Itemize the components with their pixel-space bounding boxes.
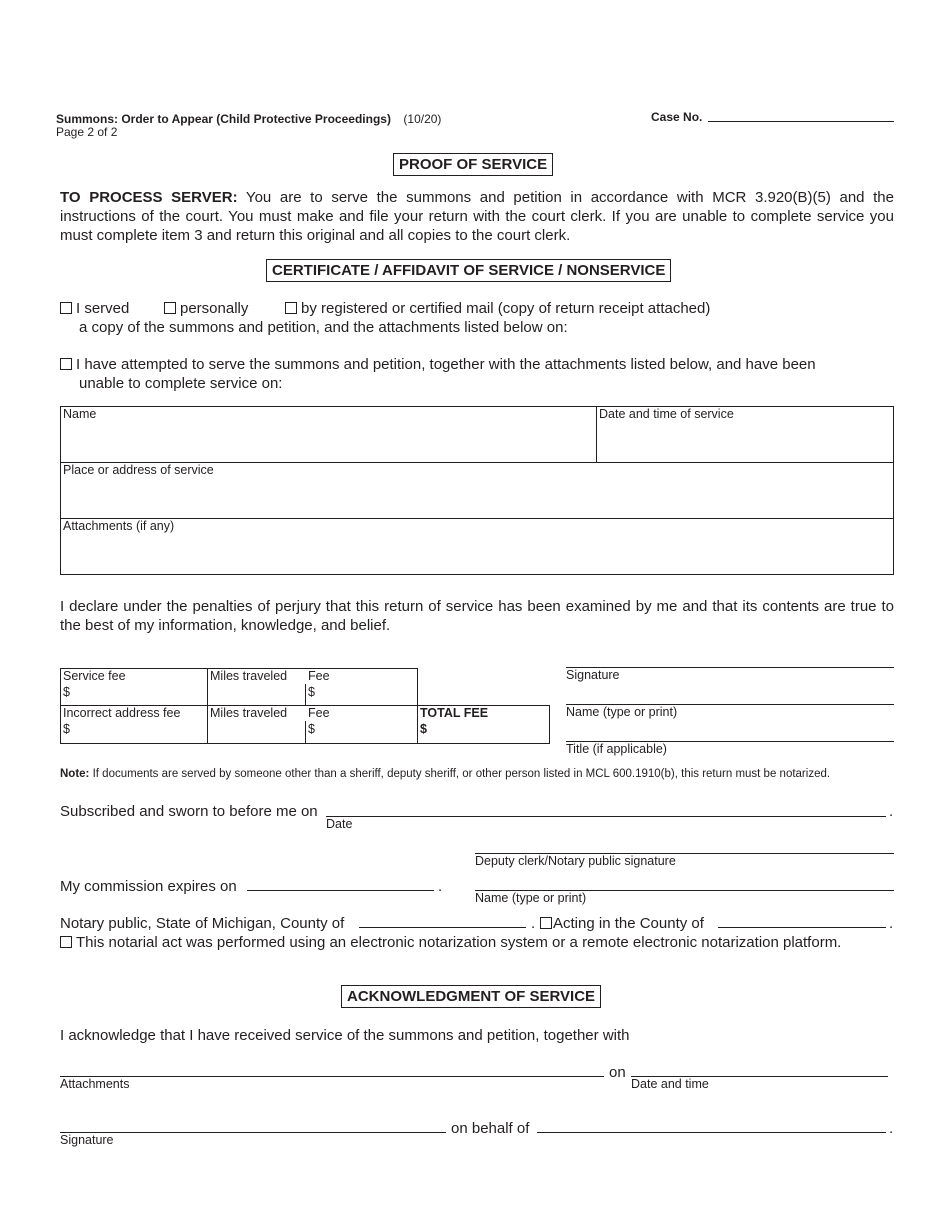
commission-label: My commission expires on — [60, 878, 237, 895]
deputy-signature-label: Deputy clerk/Notary public signature — [475, 854, 676, 868]
ack-signature-label: Signature — [60, 1133, 114, 1147]
fee-field[interactable]: $ — [308, 685, 315, 699]
notary-name-label: Name (type or print) — [475, 891, 587, 905]
electronic-notarization-checkbox[interactable] — [60, 936, 72, 948]
form-version: (10/20) — [403, 112, 442, 126]
service-fee-field[interactable]: $ — [63, 685, 70, 699]
notarization-note — [60, 768, 830, 780]
subscribed-period: . — [889, 803, 894, 820]
personally-label: personally — [180, 300, 249, 317]
personally-option — [164, 299, 248, 318]
attempted-checkbox[interactable] — [60, 358, 72, 370]
process-server-lead: TO PROCESS SERVER: — [60, 189, 238, 206]
service-table-row-line — [60, 518, 894, 519]
mail-option — [285, 299, 710, 318]
personally-checkbox[interactable] — [164, 302, 176, 314]
fee-dollar-divider — [305, 684, 306, 706]
service-table-divider — [596, 406, 597, 463]
commission-period: . — [438, 878, 443, 895]
fee-col-divider — [207, 668, 208, 744]
fee-dollar-divider — [305, 721, 306, 743]
certificate-title: CERTIFICATE / AFFIDAVIT OF SERVICE / NONSERVICE — [266, 259, 671, 282]
on-behalf-of-label: on behalf of — [451, 1120, 530, 1137]
date-time-of-service-field[interactable]: Date and time of service — [599, 407, 734, 421]
total-fee-label: TOTAL FEE — [420, 706, 489, 720]
on-behalf-period: . — [889, 1120, 894, 1137]
served-label: I served — [76, 300, 130, 317]
electronic-notarization-label: This notarial act was performed using an electronic notarization system or a remote electronic notarization platform. — [76, 934, 842, 951]
acknowledgment-text: I acknowledge that I have received service of the summons and petition, together with — [60, 1027, 630, 1044]
served-checkbox[interactable] — [60, 302, 72, 314]
total-fee-field[interactable]: $ — [420, 722, 427, 736]
note-lead: Note: — [60, 768, 90, 780]
ack-date-time-label: Date and time — [631, 1077, 709, 1091]
acting-county-checkbox[interactable] — [540, 917, 552, 929]
state-county-label: Notary public, State of Michigan, County of — [60, 915, 345, 932]
ack-on-label: on — [609, 1064, 626, 1081]
ack-attachments-label: Attachments — [60, 1077, 130, 1091]
mail-checkbox[interactable] — [285, 302, 297, 314]
subscribed-label: Subscribed and sworn to before me on — [60, 803, 318, 820]
service-fee-label: Service fee — [63, 669, 126, 683]
miles-traveled-field[interactable]: Miles traveled — [210, 669, 288, 683]
county-field[interactable] — [359, 927, 526, 928]
subscribed-date-label: Date — [326, 817, 353, 831]
served-options — [60, 299, 129, 318]
fee-label: Fee — [308, 669, 330, 683]
acknowledgment-title: ACKNOWLEDGMENT OF SERVICE — [341, 985, 601, 1008]
signature-label: Signature — [566, 668, 620, 682]
service-table — [60, 406, 894, 575]
instructions-text: You are to serve the summons and petition in accordance with MCR 3.920(B)(5) and the instructions of the court. You must make and file your return with the court clerk. If you are unable to complete service you must complete item 3 and return this original and all copies to the court clerk. — [60, 189, 894, 244]
case-no-label: Case No. — [651, 110, 703, 124]
name-print-label: Name (type or print) — [566, 705, 678, 719]
declaration-text: I declare under the penalties of perjury that this return of service has been examined by me and that its contents are true to the best of my information, knowledge, and belief. — [60, 598, 894, 634]
acting-county-label: Acting in the County of — [553, 915, 704, 932]
name-field[interactable]: Name — [63, 407, 97, 421]
incorrect-address-fee-label: Incorrect address fee — [63, 706, 181, 720]
attempted-line1: I have attempted to serve the summons and petition, together with the attachments listed below, and have been — [76, 356, 816, 373]
title-label: Title (if applicable) — [566, 742, 667, 756]
mail-label: by registered or certified mail (copy of return receipt attached) — [301, 300, 711, 317]
fee-col-divider — [417, 705, 418, 744]
process-server-instructions — [60, 188, 894, 245]
acting-period: . — [889, 915, 894, 932]
acting-county-option — [540, 914, 704, 933]
form-title: Summons: Order to Appear (Child Protective Proceedings) — [56, 112, 391, 126]
page-number: Page 2 of 2 — [56, 125, 118, 139]
incorrect-fee-label: Fee — [308, 706, 330, 720]
incorrect-fee-field[interactable]: $ — [308, 722, 315, 736]
commission-date-field[interactable] — [247, 890, 434, 891]
county-period: . — [531, 915, 536, 932]
ack-signature-field[interactable] — [60, 1132, 446, 1133]
proof-of-service-title: PROOF OF SERVICE — [393, 153, 553, 176]
place-of-service-field[interactable]: Place or address of service — [63, 463, 214, 477]
acting-county-field[interactable] — [718, 927, 886, 928]
electronic-notarization-option — [60, 933, 841, 952]
subscribed-date-field[interactable] — [326, 816, 886, 817]
incorrect-address-fee-field[interactable]: $ — [63, 722, 70, 736]
ack-attachments-field[interactable] — [60, 1076, 604, 1077]
on-behalf-of-field[interactable] — [537, 1132, 886, 1133]
incorrect-miles-traveled-field[interactable]: Miles traveled — [210, 706, 288, 720]
case-no-field[interactable] — [708, 121, 894, 122]
attempted-option — [60, 355, 816, 374]
served-continuation: a copy of the summons and petition, and the attachments listed below on: — [79, 319, 568, 336]
note-text: If documents are served by someone other than a sheriff, deputy sheriff, or other person listed in MCL 600.1910(b), this return must be notarized. — [89, 768, 831, 780]
attachments-field[interactable]: Attachments (if any) — [63, 519, 175, 533]
attempted-line2: unable to complete service on: — [79, 375, 283, 392]
